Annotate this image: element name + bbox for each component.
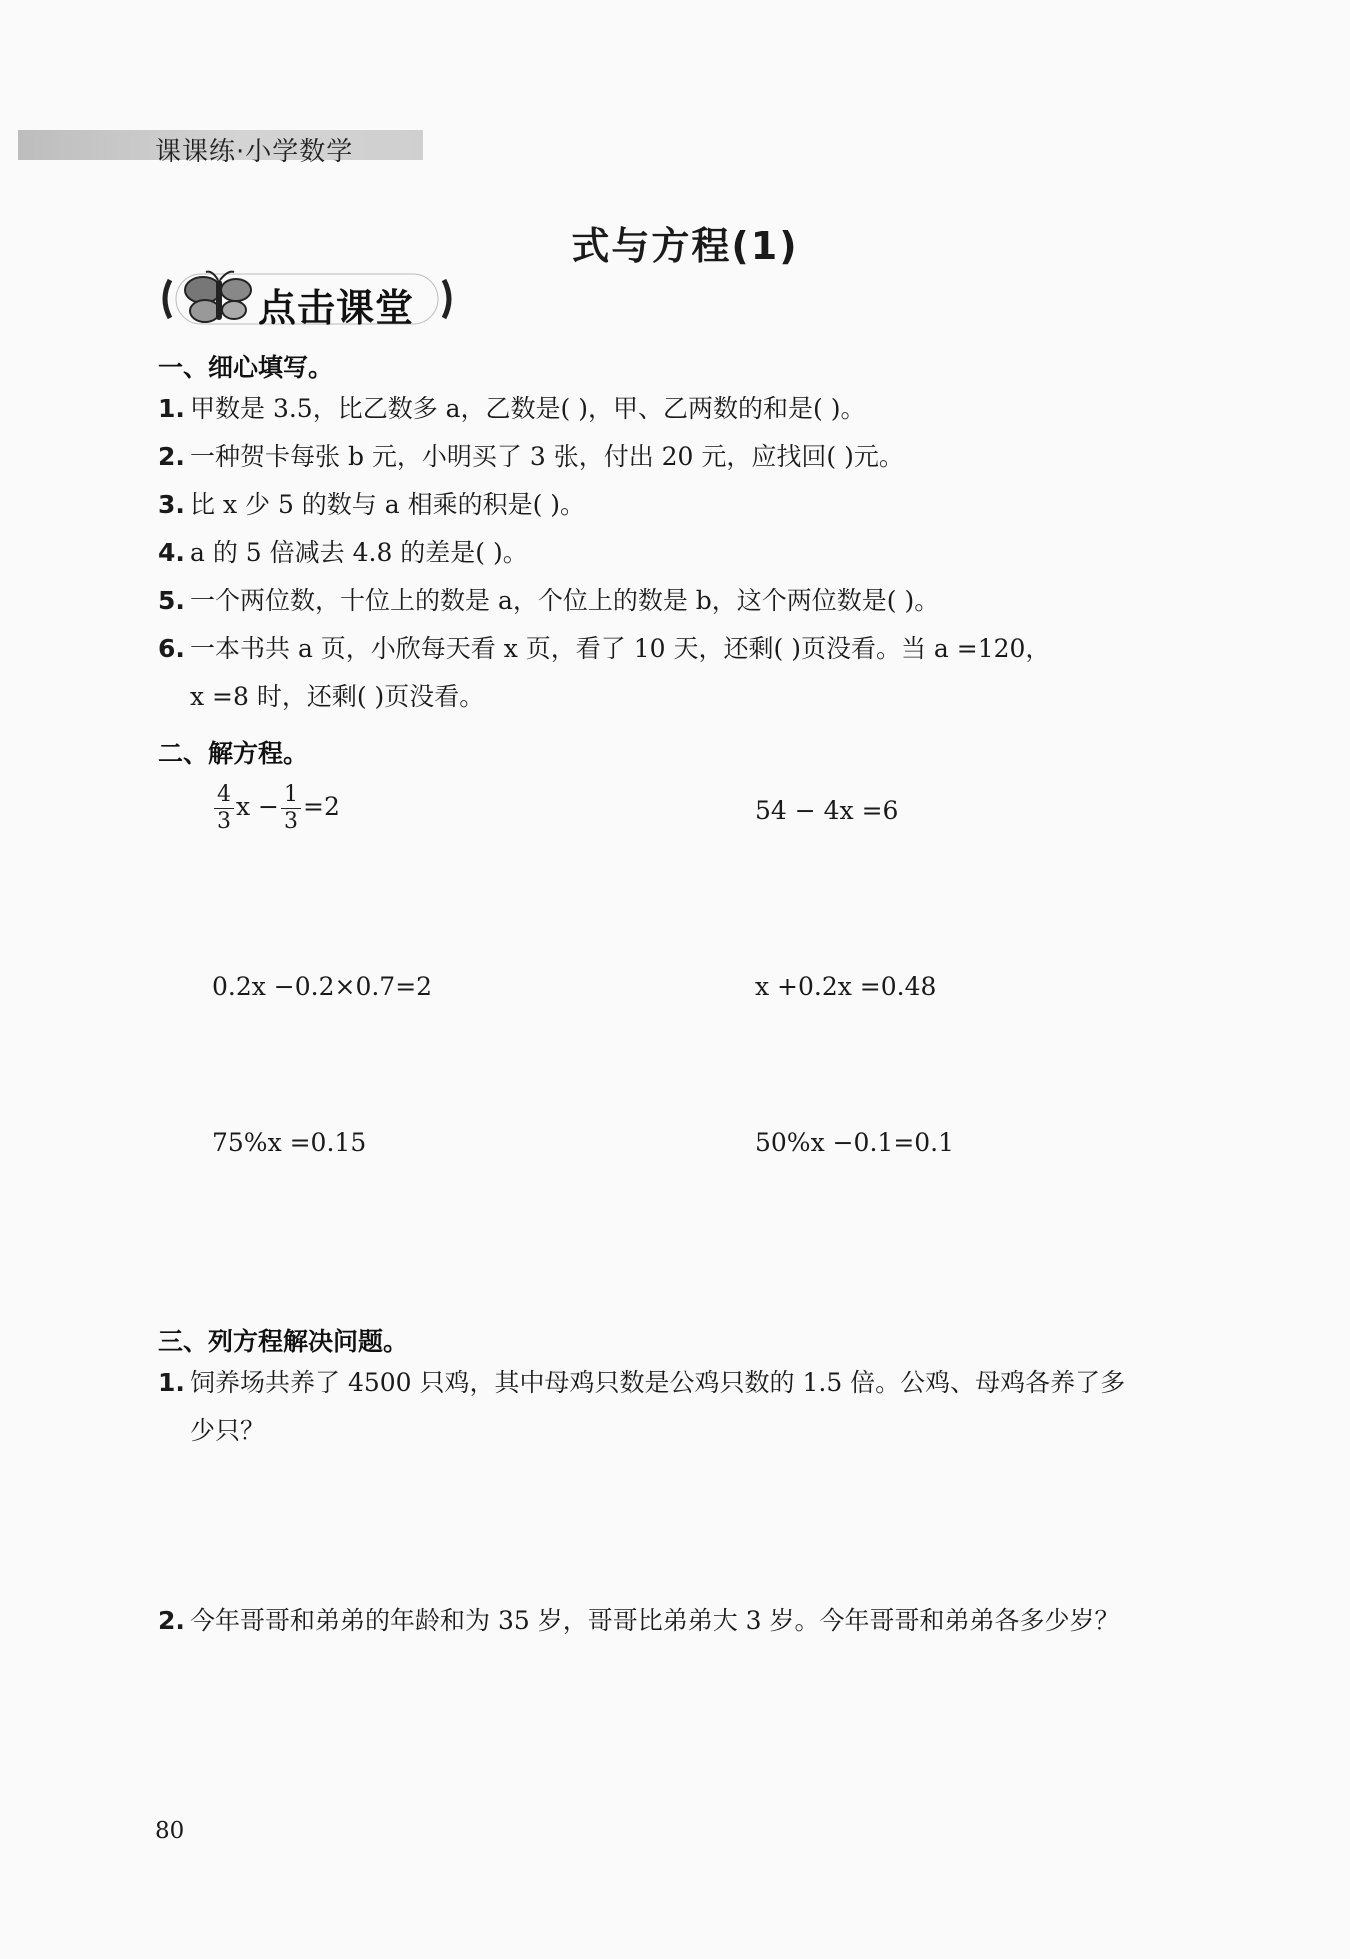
- question-text: 甲数是 3.5，比乙数多 a，乙数是( )，甲、乙两数的和是( )。: [190, 394, 866, 423]
- question-text: 一本书共 a 页，小欣每天看 x 页，看了 10 天，还剩( )页没看。当 a =120，: [190, 634, 1051, 663]
- question-number: 2.: [158, 1606, 185, 1635]
- equation-3: 0.2x −0.2×0.7=2: [212, 972, 433, 1001]
- question-text: a 的 5 倍减去 4.8 的差是( )。: [190, 538, 528, 567]
- question-text: 一个两位数，十位上的数是 a，个位上的数是 b，这个两位数是( )。: [190, 586, 940, 615]
- section2-heading: 二、解方程。: [158, 739, 309, 768]
- q3-2: [158, 1602, 1120, 1640]
- butterfly-icon: [185, 272, 251, 322]
- q1-4: [158, 534, 528, 572]
- section3-heading: 三、列方程解决问题。: [158, 1327, 409, 1356]
- section1-heading: 一、细心填写。: [158, 353, 334, 382]
- question-number: 5.: [158, 586, 185, 615]
- fraction: $\frac{1}{3}$: [281, 782, 301, 835]
- badge-label: 点击课堂: [258, 286, 415, 330]
- q1-1: [158, 390, 865, 428]
- question-text: 比 x 少 5 的数与 a 相乘的积是( )。: [190, 490, 586, 519]
- page-number: 80: [155, 1818, 185, 1844]
- question-text: 今年哥哥和弟弟的年龄和为 35 岁，哥哥比弟弟大 3 岁。今年哥哥和弟弟各多少岁？: [190, 1606, 1120, 1635]
- equation-1: $\frac{4}{3}$ x − $\frac{1}{3}$ =2: [212, 782, 340, 835]
- q3-1: [158, 1364, 1125, 1402]
- question-text: 一种贺卡每张 b 元，小明买了 3 张，付出 20 元，应找回( )元。: [190, 442, 904, 471]
- q1-6-continued: x =8 时，还剩( )页没看。: [190, 682, 485, 711]
- question-number: 1.: [158, 1368, 185, 1397]
- question-number: 2.: [158, 442, 185, 471]
- q1-6: [158, 630, 1050, 668]
- equation-2: 54 − 4x =6: [755, 796, 899, 825]
- equation-5: 75%x =0.15: [212, 1128, 367, 1157]
- q1-5: [158, 582, 939, 620]
- page-title: 式与方程(1): [571, 224, 799, 268]
- question-number: 6.: [158, 634, 185, 663]
- q1-2: [158, 438, 904, 476]
- q1-3: [158, 486, 585, 524]
- question-number: 1.: [158, 394, 185, 423]
- question-number: 4.: [158, 538, 185, 567]
- section-badge: [158, 268, 456, 330]
- question-text: 饲养场共养了 4500 只鸡，其中母鸡只数是公鸡只数的 1.5 倍。公鸡、母鸡各养了多: [190, 1368, 1126, 1397]
- equation-4: x +0.2x =0.48: [755, 972, 937, 1001]
- question-number: 3.: [158, 490, 185, 519]
- book-title: 课课练·小学数学: [155, 137, 354, 167]
- fraction: $\frac{4}{3}$: [214, 782, 234, 835]
- equation-6: 50%x −0.1=0.1: [755, 1128, 955, 1157]
- q3-1-continued: 少只？: [190, 1416, 266, 1445]
